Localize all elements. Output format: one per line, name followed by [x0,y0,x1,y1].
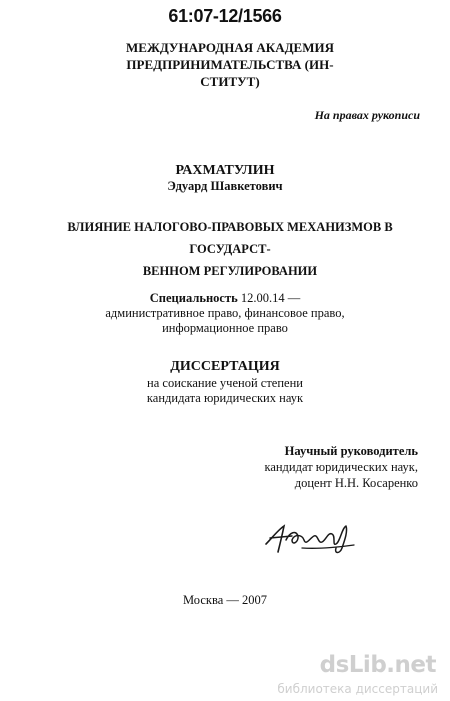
city-year: Москва — 2007 [182,593,268,607]
manuscript-rights-note: На правах рукописи [314,108,420,122]
institution-line-1: МЕЖДУНАРОДНАЯ АКАДЕМИЯ ПРЕДПРИНИМАТЕЛЬСТВА (ИН- [126,40,334,72]
watermark-subtitle: библиотека диссертаций [277,682,438,696]
institution-name [40,39,420,90]
specialty-line-1 [0,291,450,306]
dissertation-title [40,216,420,282]
author-first-names: Эдуард Шавкетович [167,179,283,193]
signature-icon [262,518,360,558]
signature [262,518,360,558]
supervisor-degree: кандидат юридических наук, [264,460,418,474]
specialty-line-3: информационное право [162,321,288,335]
supervisor-heading: Научный руководитель [284,444,418,458]
specialty-code: 12.00.14 — [240,291,301,305]
supervisor-block [264,443,418,491]
title-line-1: ВЛИЯНИЕ НАЛОГОВО-ПРАВОВЫХ МЕХАНИЗМОВ В ГОСУДАРСТ- [67,220,393,256]
supervisor-name: доцент Н.Н. Косаренко [294,476,418,490]
specialty-label: Специальность [149,291,238,305]
dissertation-degree-line: на соискание ученой степени [147,376,303,390]
watermark-logo: dsLib.net [319,652,436,678]
institution-line-2: СТИТУТ) [200,74,260,89]
author-last-name: РАХМАТУЛИН [175,163,275,178]
dissertation-heading: ДИССЕРТАЦИЯ [170,359,280,374]
specialty-block [0,291,450,336]
dissertation-field-line: кандидата юридических наук [146,391,304,405]
watermark [254,652,444,698]
title-line-2: ВЕННОМ РЕГУЛИРОВАНИИ [142,264,318,278]
specialty-line-2: административное право, финансовое право, [105,306,345,320]
registry-code: 61:07-12/1566 [168,6,282,26]
